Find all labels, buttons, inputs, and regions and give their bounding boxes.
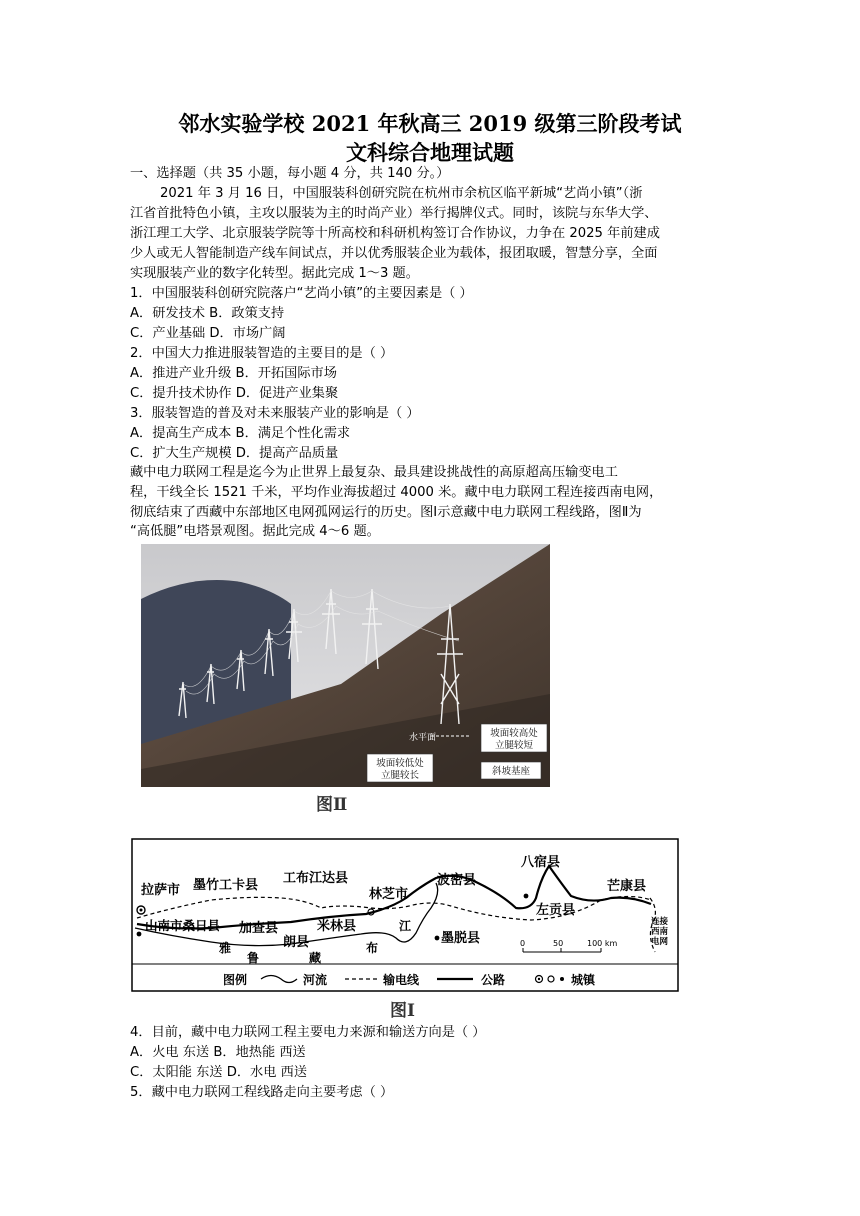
exam-title-line2: 文科综合地理试题 [346,140,514,165]
question-options: A．火电 东送 B．地热能 西送 [130,1045,306,1060]
question-options: A．研发技术 B．政策支持 [130,306,285,321]
passage2-line: 藏中电力联网工程是迄今为止世界上最复杂、最具建设挑战性的高原超高压输变电工 [130,465,618,480]
question-line: 1．中国服装科创研究院落户“艺尚小镇”的主要因素是（ ） [130,286,473,301]
label-level: 水平面 [409,733,437,743]
legend-road: 公路 [481,973,506,987]
town-basu: 八宿县 [521,855,561,870]
label-base: 斜坡基座 [491,766,531,777]
town-lhasa: 拉萨市 [141,883,181,898]
grid-label: 电网 [651,937,669,947]
town-zuogong: 左贡县 [536,903,576,918]
passage1-line: 少人或无人智能制造产线车间试点，并以优秀服装企业为载体，报团取暖，智慧分享，全面 [130,246,658,261]
legend-river: 河流 [303,973,328,987]
label-low-1: 坡面较低处 [376,758,424,769]
river-char: 雅 [219,941,232,955]
question-options: C．扩大生产规模 D．提高产品质量 [130,446,339,461]
grid-label: 西南 [651,927,669,937]
question-line: 5．藏中电力联网工程线路走向主要考虑（ ） [130,1085,394,1100]
question-options: C．提升技术协作 D．促进产业集聚 [130,386,339,401]
town-langxian: 朗县 [283,935,310,950]
figure-1-map [131,838,679,992]
question-options: A．提高生产成本 B．满足个性化需求 [130,426,351,441]
passage2-line: “高低腿”电塔景观图。据此完成 4～6 题。 [130,524,380,539]
town-gongbujiangda: 工布江达县 [283,871,349,886]
passage1-line: 实现服装产业的数字化转型。据此完成 1～3 题。 [130,266,419,281]
legend-powerline: 输电线 [383,973,420,987]
grid-label: 连接 [651,917,669,927]
question-line: 2．中国大力推进服装智造的主要目的是（ ） [130,346,394,361]
town-bomi: 波密县 [437,873,477,888]
label-high-2: 立腿较短 [494,740,534,751]
scale-0: 0 [520,939,526,948]
legend-title: 图例 [223,973,248,987]
river-char: 布 [366,941,379,955]
question-line: 3．服装智造的普及对未来服装产业的影响是（ ） [130,406,420,421]
town-mozhugongka: 墨竹工卡县 [193,878,259,893]
town-sangri: 山南市桑日县 [145,918,221,933]
question-options: A．推进产业升级 B．开拓国际市场 [130,366,337,381]
figure-1-caption: 图Ⅰ [390,1001,415,1021]
river-char: 鲁 [247,951,260,965]
figure-2-caption: 图Ⅱ [316,795,348,815]
label-low-2: 立腿较长 [380,770,420,781]
town-linzhi: 林芝市 [369,887,409,902]
question-options: C．太阳能 东送 D．水电 西送 [130,1065,307,1080]
scale-50: 50 [553,939,564,948]
scale-100: 100 km [587,939,618,948]
town-jiacha: 加查县 [239,921,279,936]
question-line: 4．目前，藏中电力联网工程主要电力来源和输送方向是（ ） [130,1025,486,1040]
river-char: 藏 [309,951,322,965]
passage2-line: 程，干线全长 1521 千米，平均作业海拔超过 4000 米。藏中电力联网工程连接西南电网， [130,485,663,500]
passage1-line: 浙江理工大学、北京服装学院等十所高校和科研机构签订合作协议，力争在 2025 年前建成 [130,226,660,241]
passage1-line: 江省首批特色小镇，主攻以服装为主的时尚产业）举行揭牌仪式。同时，该院与东华大学、 [130,206,658,221]
town-milin: 米林县 [317,919,357,934]
town-mangkang: 芒康县 [607,879,647,894]
legend-town: 城镇 [571,973,596,987]
river-char: 江 [399,919,412,933]
section-heading: 一、选择题（共 35 小题，每小题 4 分，共 140 分。） [130,166,450,181]
label-high-1: 坡面较高处 [490,728,538,739]
passage1-line: 2021 年 3 月 16 日，中国服装科创研究院在杭州市余杭区临平新城“艺尚小镇”（浙 [160,186,643,201]
question-options: C．产业基础 D．市场广阔 [130,326,286,341]
town-motuo: 墨脱县 [441,931,481,946]
figure-2-photo [141,544,550,787]
passage2-line: 彻底结束了西藏中东部地区电网孤网运行的历史。图Ⅰ示意藏中电力联网工程线路，图Ⅱ为 [130,505,642,520]
exam-title-line1: 邻水实验学校 2021 年秋高三 2019 级第三阶段考试 [178,111,682,136]
